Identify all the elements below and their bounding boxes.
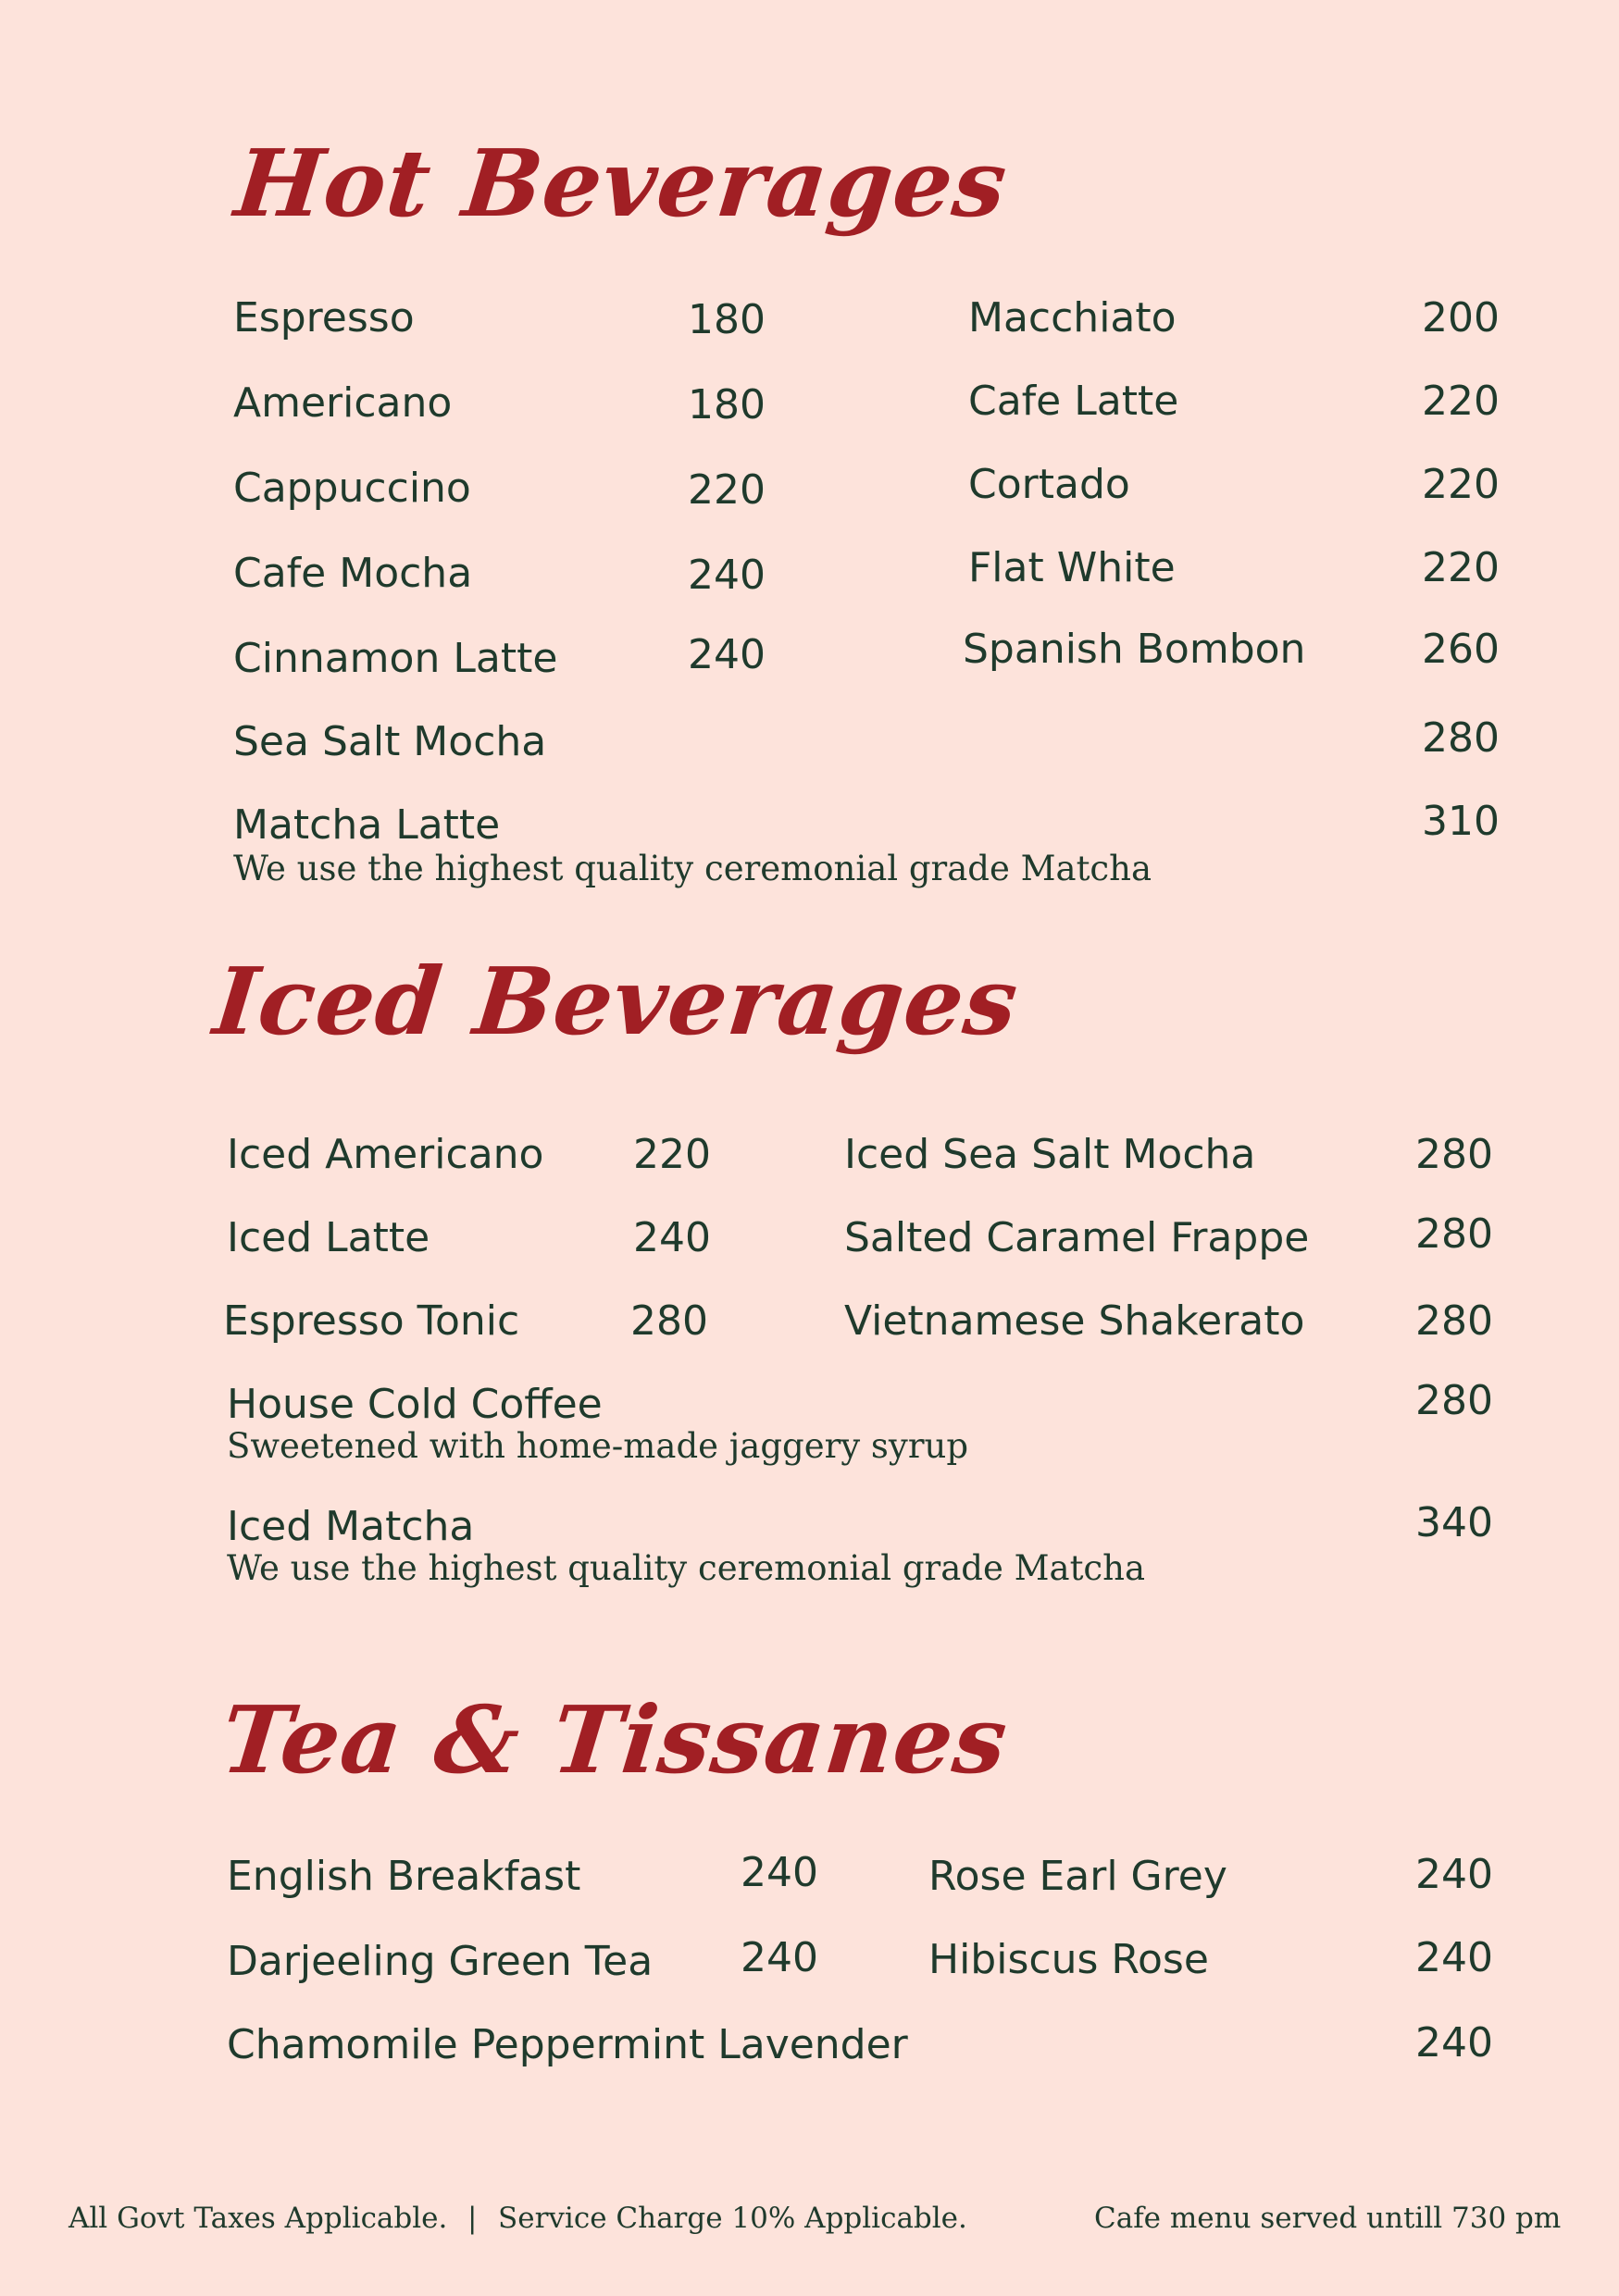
menu-item-price: 220 (688, 466, 766, 514)
menu-item-note: Sweetened with home-made jaggery syrup (227, 1426, 969, 1466)
menu-item-name: English Breakfast (227, 1853, 581, 1900)
menu-item-name: Americano (233, 379, 453, 427)
footer-separator: | (467, 2202, 478, 2235)
menu-item-name: Cortado (968, 461, 1130, 508)
menu-item-price: 310 (1422, 798, 1500, 845)
menu-item-price: 240 (1415, 2019, 1493, 2066)
menu-item-price: 220 (633, 1131, 711, 1178)
menu-item-price: 280 (1415, 1131, 1493, 1178)
menu-item-name: Darjeeling Green Tea (227, 1938, 654, 1985)
menu-item-name: Sea Salt Mocha (233, 718, 547, 765)
footer-taxes-note: All Govt Taxes Applicable. (68, 2202, 448, 2235)
menu-item-name: Cappuccino (233, 465, 471, 512)
menu-item-price: 180 (688, 381, 766, 428)
section-title-hot: Hot Beverages (230, 129, 1013, 238)
footer-timing-note: Cafe menu served untill 730 pm (1094, 2202, 1562, 2235)
menu-item-name: Iced Americano (227, 1131, 544, 1178)
menu-item-name: Cafe Mocha (233, 550, 473, 597)
menu-item-price: 200 (1422, 294, 1500, 341)
menu-item-price: 340 (1415, 1499, 1493, 1546)
menu-item-note: We use the highest quality ceremonial grade Matcha (233, 849, 1152, 888)
menu-item-price: 280 (1415, 1377, 1493, 1424)
menu-item-name: Rose Earl Grey (928, 1853, 1227, 1900)
menu-item-name: House Cold Coffee (227, 1381, 603, 1428)
menu-item-price: 280 (1415, 1210, 1493, 1258)
menu-item-price: 240 (688, 552, 766, 599)
menu-item-price: 220 (1422, 378, 1500, 425)
menu-item-price: 220 (1422, 461, 1500, 508)
menu-item-name: Cinnamon Latte (233, 635, 558, 682)
menu-item-name: Matcha Latte (233, 801, 501, 849)
menu-item-name: Vietnamese Shakerato (844, 1297, 1305, 1345)
menu-item-name: Iced Matcha (227, 1503, 475, 1550)
menu-item-price: 240 (741, 1934, 818, 1981)
footer-service-charge-note: Service Charge 10% Applicable. (498, 2202, 967, 2235)
menu-item-name: Macchiato (968, 294, 1177, 341)
menu-item-price: 240 (688, 631, 766, 678)
menu-item-name: Spanish Bombon (963, 626, 1306, 673)
menu-item-price: 180 (688, 296, 766, 343)
menu-item-name: Salted Caramel Frappe (844, 1214, 1310, 1261)
section-title-iced: Iced Beverages (208, 947, 1024, 1056)
menu-item-price: 280 (630, 1297, 708, 1345)
menu-item-price: 240 (1415, 1934, 1493, 1981)
section-title-tea: Tea & Tissanes (216, 1685, 1013, 1794)
menu-item-name: Flat White (968, 544, 1176, 591)
menu-item-price: 240 (1415, 1851, 1493, 1898)
menu-item-price: 260 (1422, 626, 1500, 673)
menu-item-price: 280 (1422, 714, 1500, 762)
menu-item-price: 240 (741, 1849, 818, 1896)
menu-item-name: Iced Latte (227, 1214, 430, 1261)
menu-item-name: Espresso Tonic (223, 1297, 520, 1345)
menu-item-name: Espresso (233, 294, 415, 341)
menu-item-name: Iced Sea Salt Mocha (844, 1131, 1256, 1178)
menu-item-name: Chamomile Peppermint Lavender (227, 2021, 908, 2068)
menu-item-name: Hibiscus Rose (928, 1936, 1209, 1983)
menu-item-price: 280 (1415, 1297, 1493, 1345)
menu-item-note: We use the highest quality ceremonial grade Matcha (227, 1548, 1146, 1588)
menu-item-price: 240 (633, 1214, 711, 1261)
menu-item-name: Cafe Latte (968, 378, 1179, 425)
menu-item-price: 220 (1422, 544, 1500, 591)
